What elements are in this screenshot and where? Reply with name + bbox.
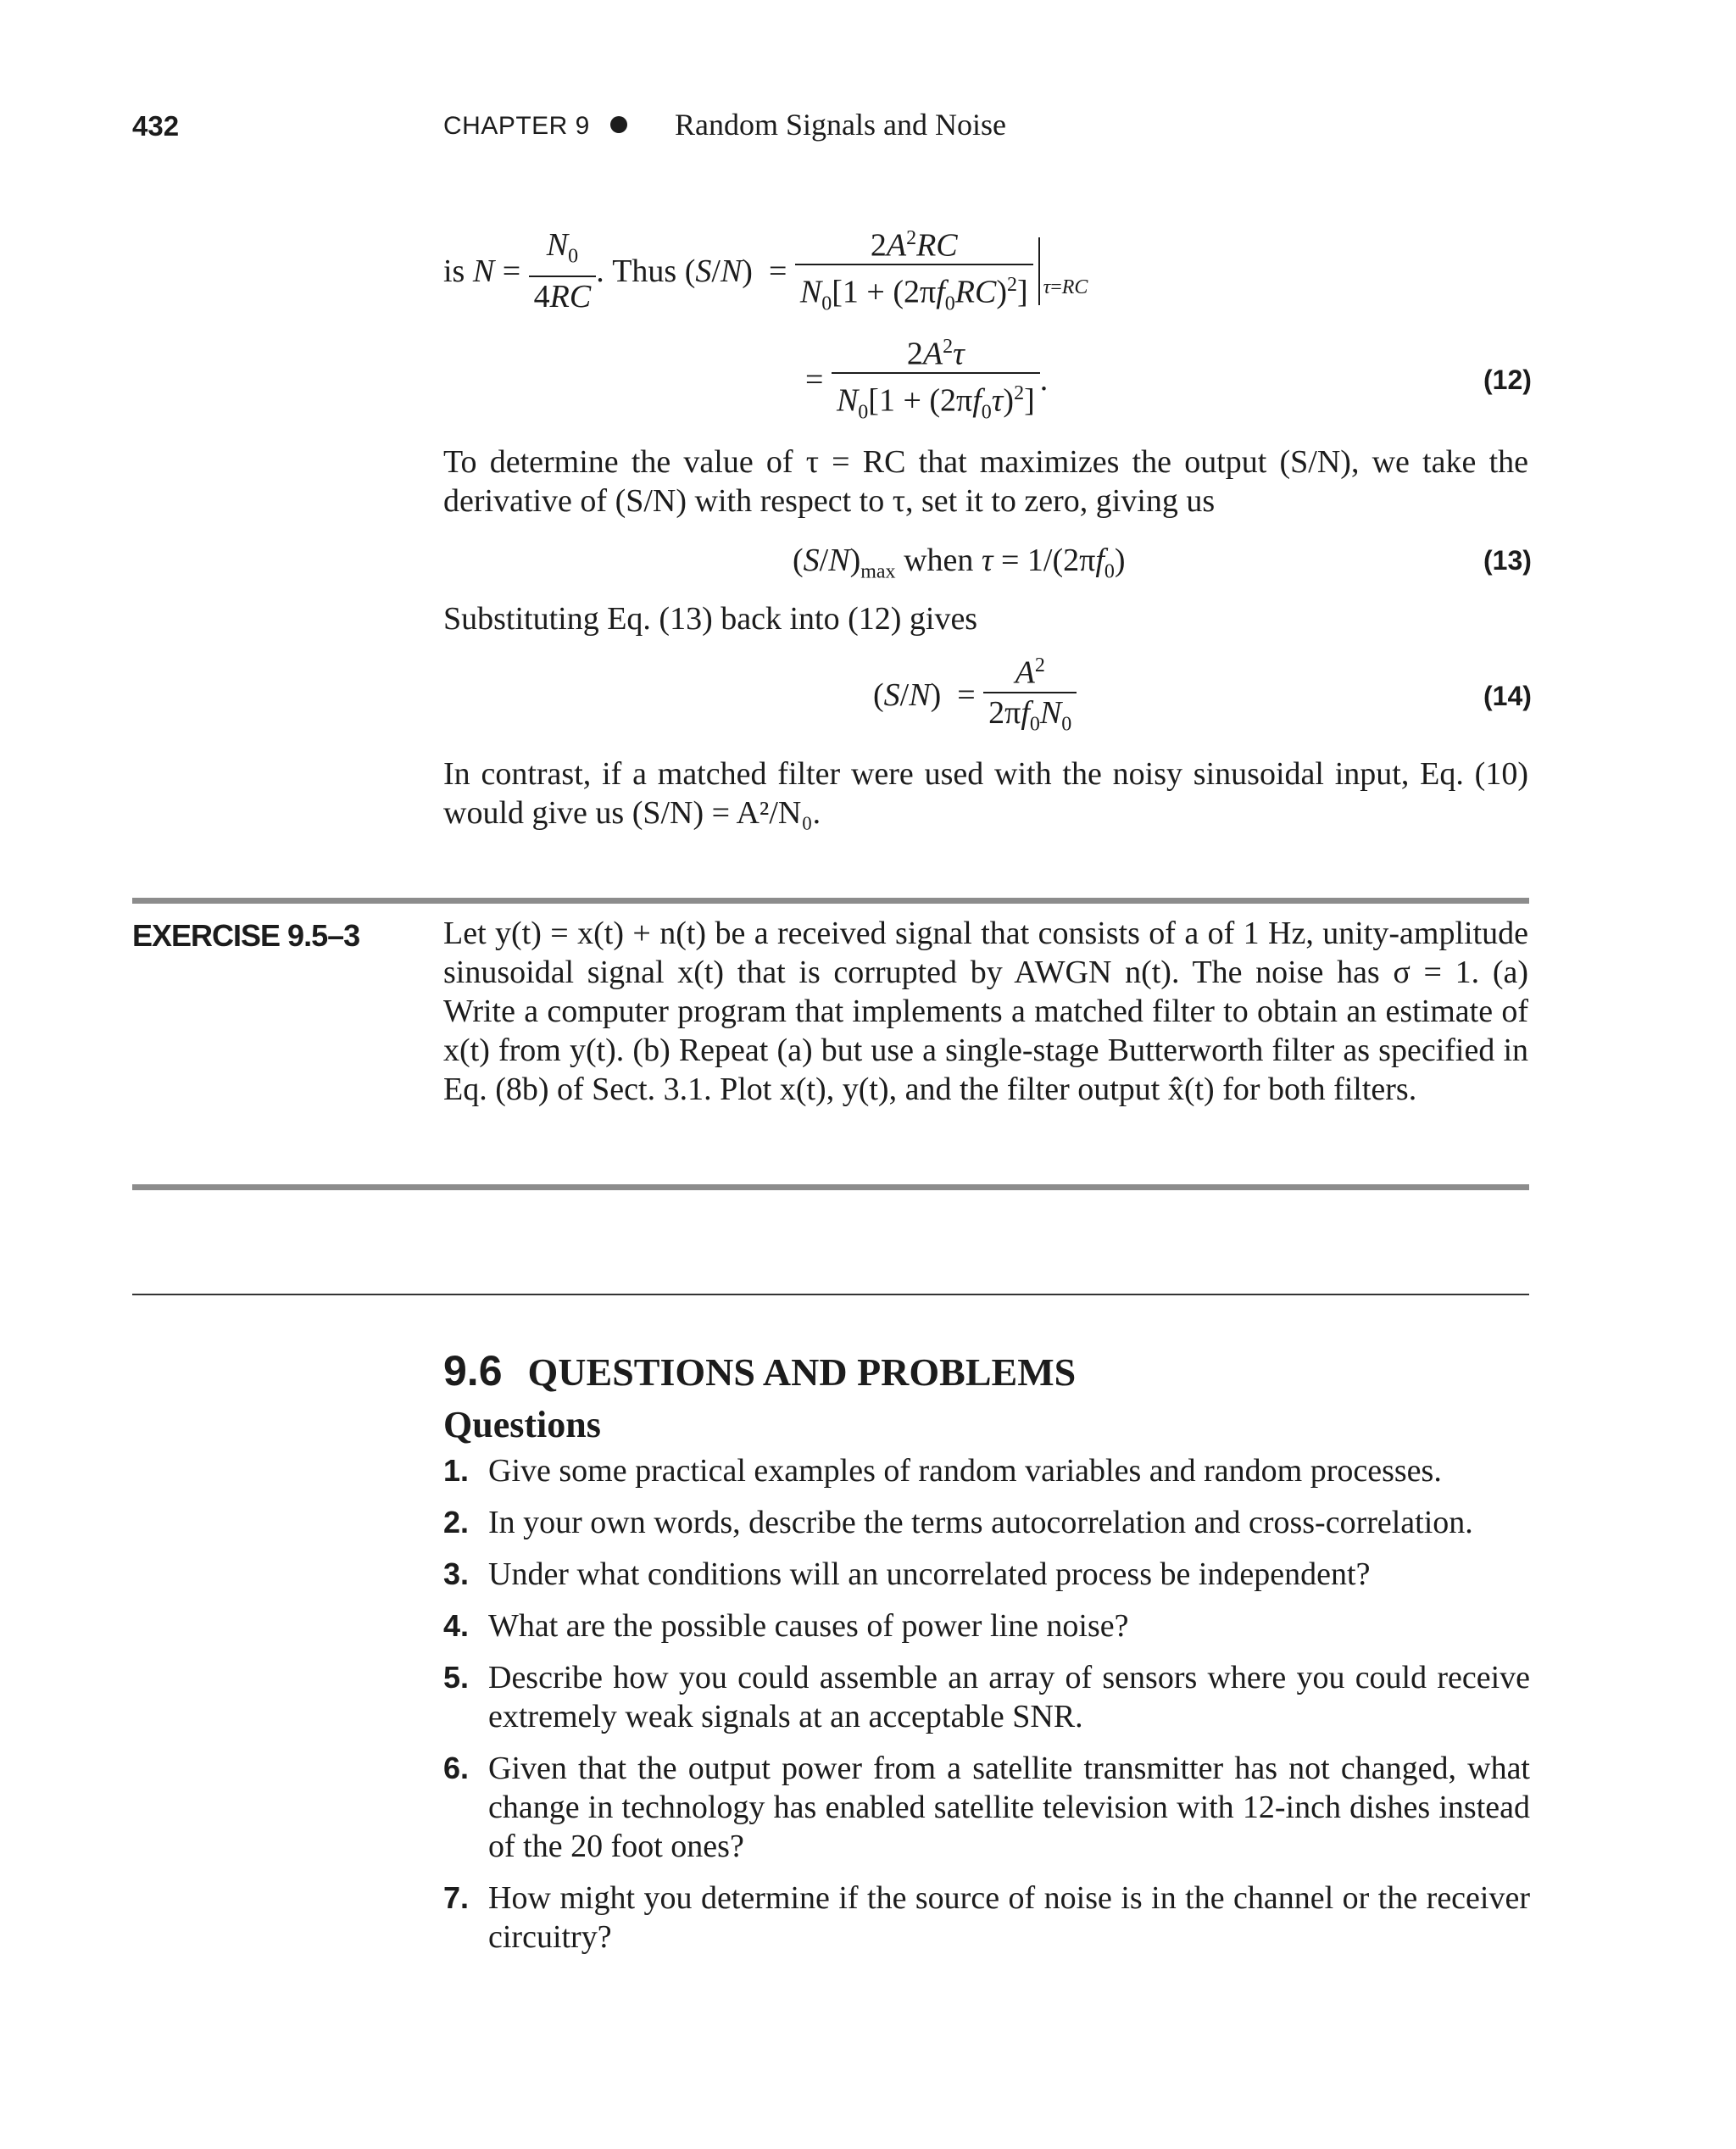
question-number: 6.	[443, 1751, 470, 1785]
question-text: How might you determine if the source of noise is in the channel or the receiver circuitry?	[488, 1880, 1530, 1955]
list-item	[443, 1555, 1530, 1594]
equation-noise-power: is N = $\frac{N_0}{4RC}$ . Thus (S/N) = $\frac{2A^2RC}{N_0[1 + (2\pi f_0RC)^2]}$ τ=RC	[443, 229, 1088, 314]
list-item	[443, 1879, 1530, 1957]
exercise-label: EXERCISE 9.5–3	[132, 918, 360, 953]
list-item	[443, 1658, 1530, 1736]
equation-number: (13)	[1483, 545, 1532, 576]
question-number: 2.	[443, 1505, 470, 1539]
equation-14: (S/N) = $\frac{A^2}{2\pi f_0N_0}$	[873, 653, 1077, 738]
paragraph: To determine the value of τ = RC that maximizes the output (S/N), we take the derivative of (S/N) with respect to τ, set it to zero, giving us	[443, 444, 1528, 519]
list-item	[443, 1606, 1530, 1645]
question-text: What are the possible causes of power line noise?	[488, 1608, 1129, 1644]
question-number: 4.	[443, 1608, 470, 1643]
equation-13: $(S/N)_{max}$ when $\tau = 1/(2\pi f_0)$	[793, 543, 1126, 583]
equation-number: (12)	[1483, 365, 1532, 395]
divider	[132, 898, 1529, 904]
question-number: 1.	[443, 1453, 470, 1488]
paragraph: In contrast, if a matched filter were used with the noisy sinusoidal input, Eq. (10) would give us (S/N) = A²/N₀.	[443, 756, 1528, 831]
question-number: 3.	[443, 1556, 470, 1591]
question-text: In your own words, describe the terms autocorrelation and cross-correlation.	[488, 1505, 1473, 1540]
list-item	[443, 1451, 1530, 1490]
subheading: Questions	[443, 1404, 601, 1445]
equation-12: = $\frac{2A^2\tau}{N_0[1 + (2\pi f_0\tau)^2]}$ .	[805, 337, 1048, 422]
paragraph: Substituting Eq. (13) back into (12) gives	[443, 601, 978, 637]
list-item	[443, 1749, 1530, 1866]
divider	[132, 1294, 1529, 1295]
question-text: Describe how you could assemble an array of sensors where you could receive extremely weak signals at an acceptable SNR.	[488, 1660, 1530, 1734]
question-text: Under what conditions will an uncorrelated process be independent?	[488, 1556, 1371, 1592]
divider	[132, 1184, 1529, 1190]
question-list	[443, 1451, 1530, 1969]
question-text: Given that the output power from a satellite transmitter has not changed, what change in technology has enabled satellite television with 12-inch dishes instead of the 20 foot ones?	[488, 1751, 1530, 1864]
header-bullet-icon	[610, 116, 627, 133]
question-text: Give some practical examples of random variables and random processes.	[488, 1453, 1442, 1489]
page-number: 432	[132, 110, 180, 142]
list-item	[443, 1503, 1530, 1542]
section-number: 9.6	[443, 1347, 503, 1395]
running-title: Random Signals and Noise	[675, 108, 1006, 142]
equation-number: (14)	[1483, 681, 1532, 711]
exercise-text: Let y(t) = x(t) + n(t) be a received signal that consists of a of 1 Hz, unity-amplitude sinusoidal signal x(t) that is corrupted by AWGN n(t). The noise has σ = 1. (a) Write a computer program that implements a matched filter to obtain an estimate of x(t) from y(t). (b) Repeat (a) but use a single-stage Butterworth filter as specified in Eq. (8b) of Sect. 3.1. Plot x(t), y(t), and the filter output x̂(t) for both filters.	[443, 916, 1528, 1107]
section-heading	[443, 1346, 1076, 1395]
chapter-label: CHAPTER 9	[443, 112, 590, 140]
section-title: QUESTIONS AND PROBLEMS	[527, 1350, 1077, 1394]
question-number: 7.	[443, 1880, 470, 1915]
question-number: 5.	[443, 1660, 470, 1695]
